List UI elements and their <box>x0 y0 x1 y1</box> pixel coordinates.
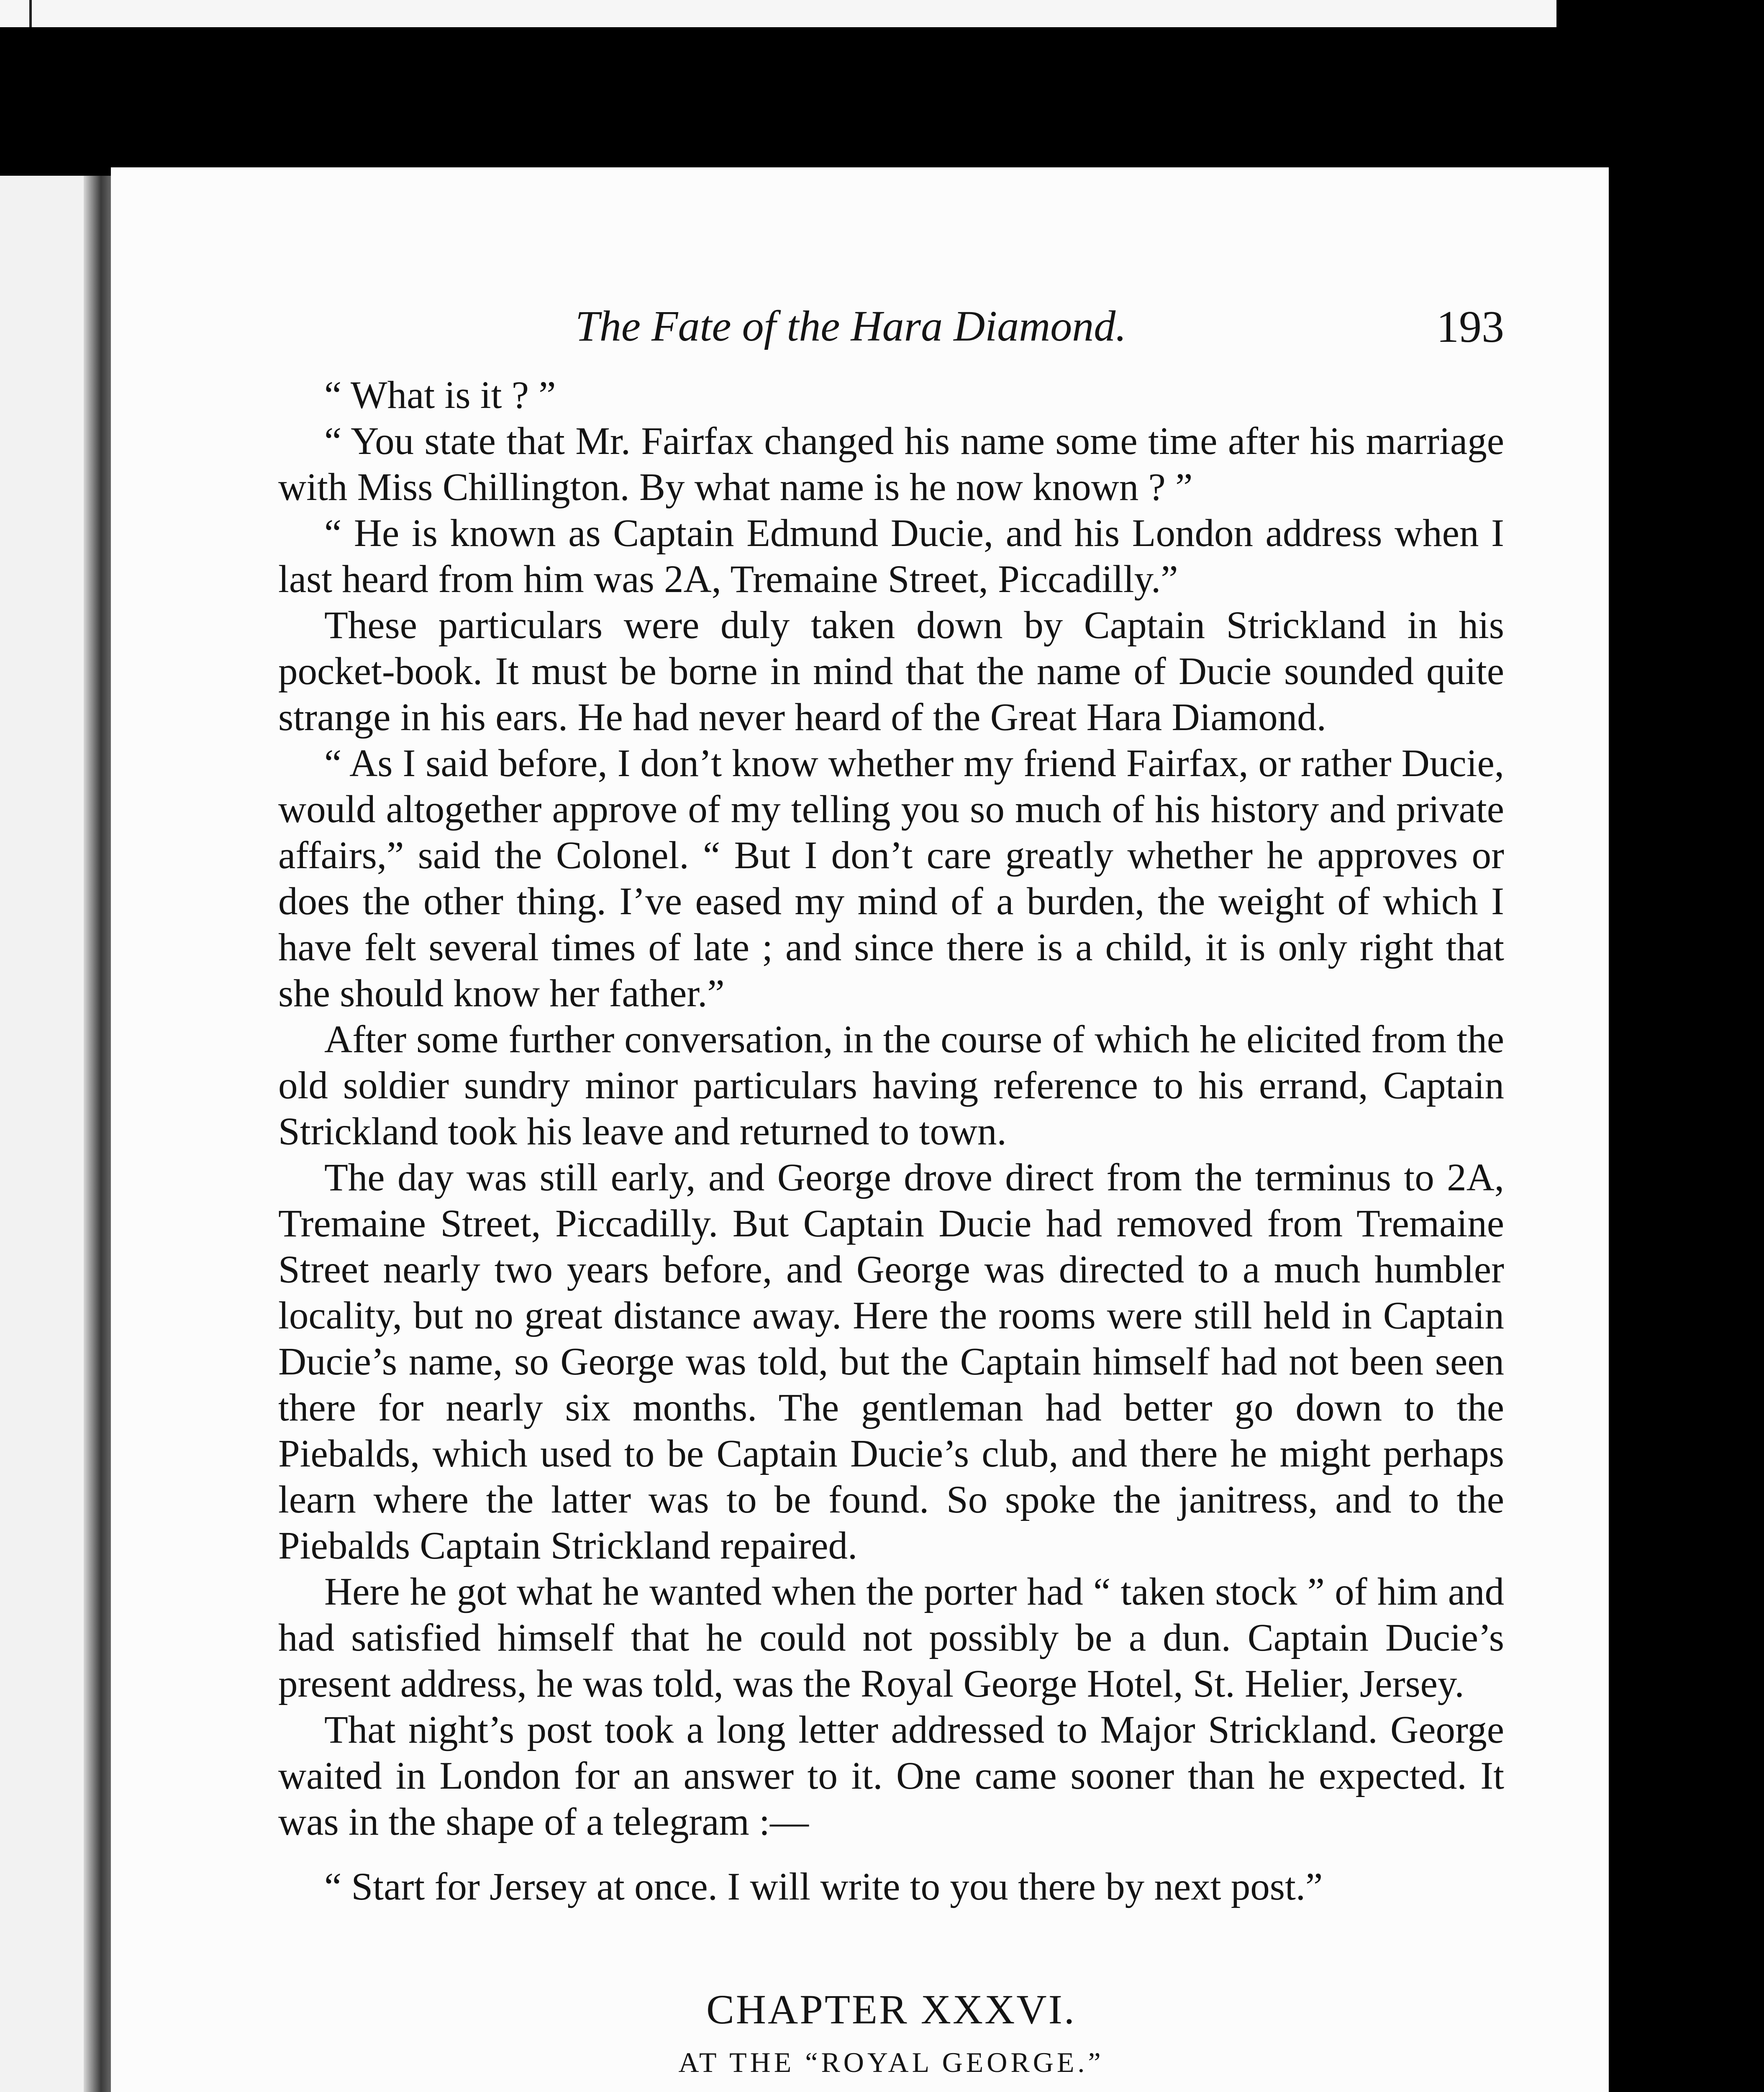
paragraph: That night’s post took a long letter addressed to Major Strickland. George waited in London for an answer to it. One came sooner than he expected. It was in the shape of a telegram :— <box>278 1708 1504 1843</box>
paragraph: These particulars were duly taken down by Captain Strickland in his pocket-book. It must be borne in mind that the name of Ducie sounded quite strange in his ears. He had never heard of the Great Hara Diamond. <box>278 604 1504 739</box>
running-title: The Fate of the Hara Diamond. <box>575 302 1127 350</box>
chapter-heading: CHAPTER XXXVI. <box>706 1986 1076 2033</box>
paragraph: “ As I said before, I don’t know whether my friend Fairfax, or rather Ducie, would altogether approve of my telling you so much of his history and private affairs,” said the Colonel. “ But I don’t care greatly whether he approves or does the other thing. I’ve eased my mind of a burden, the weight of which I have felt several times of late ; and since there is a child, it is only right that she should know her father.” <box>278 742 1504 1015</box>
paragraph: “ You state that Mr. Fairfax changed his name some time after his marriage with Miss Chillington. By what name is he now known ? ” <box>278 420 1504 509</box>
previous-page-edge <box>0 0 1556 27</box>
book-page <box>111 167 1609 2092</box>
page-number: 193 <box>1436 302 1504 352</box>
paragraph: “ What is it ? ” <box>324 374 556 417</box>
running-header <box>278 293 1504 372</box>
book-gutter <box>84 176 115 2092</box>
paragraph: “ He is known as Captain Edmund Ducie, and his London address when I last heard from him was 2A, Tremaine Street, Piccadilly.” <box>278 512 1504 601</box>
facing-page-edge <box>0 176 96 2092</box>
previous-page-spine <box>29 0 32 27</box>
chapter-subtitle: AT THE “ROYAL GEORGE.” <box>678 2046 1104 2078</box>
paragraph: The day was still early, and George drove direct from the terminus to 2A, Tremaine Street, Piccadilly. But Captain Ducie had removed from Tremaine Street nearly two years before, and George was directed to a much humbler locality, but no great distance away. Here the rooms were still held in Captain Ducie’s name, so George was told, but the Captain himself had not been seen there for nearly six months. The gentleman had better go down to the Piebalds, which used to be Captain Ducie’s club, and there he might perhaps learn where the latter was to be found. So spoke the janitress, and to the Piebalds Captain Strickland repaired. <box>278 1156 1504 1567</box>
paragraph: After some further conversation, in the course of which he elicited from the old soldier sundry minor particulars having reference to his errand, Captain Strickland took his leave and returned to town. <box>278 1018 1504 1153</box>
paragraph: Here he got what he wanted when the porter had “ taken stock ” of him and had satisfied himself that he could not possibly be a dun. Captain Ducie’s present address, he was told, was the Royal George Hotel, St. Helier, Jersey. <box>278 1570 1504 1705</box>
page-content <box>278 293 1504 2092</box>
telegram-text: “ Start for Jersey at once. I will write to you there by next post.” <box>324 1865 1323 1908</box>
body-text <box>278 372 1504 1910</box>
